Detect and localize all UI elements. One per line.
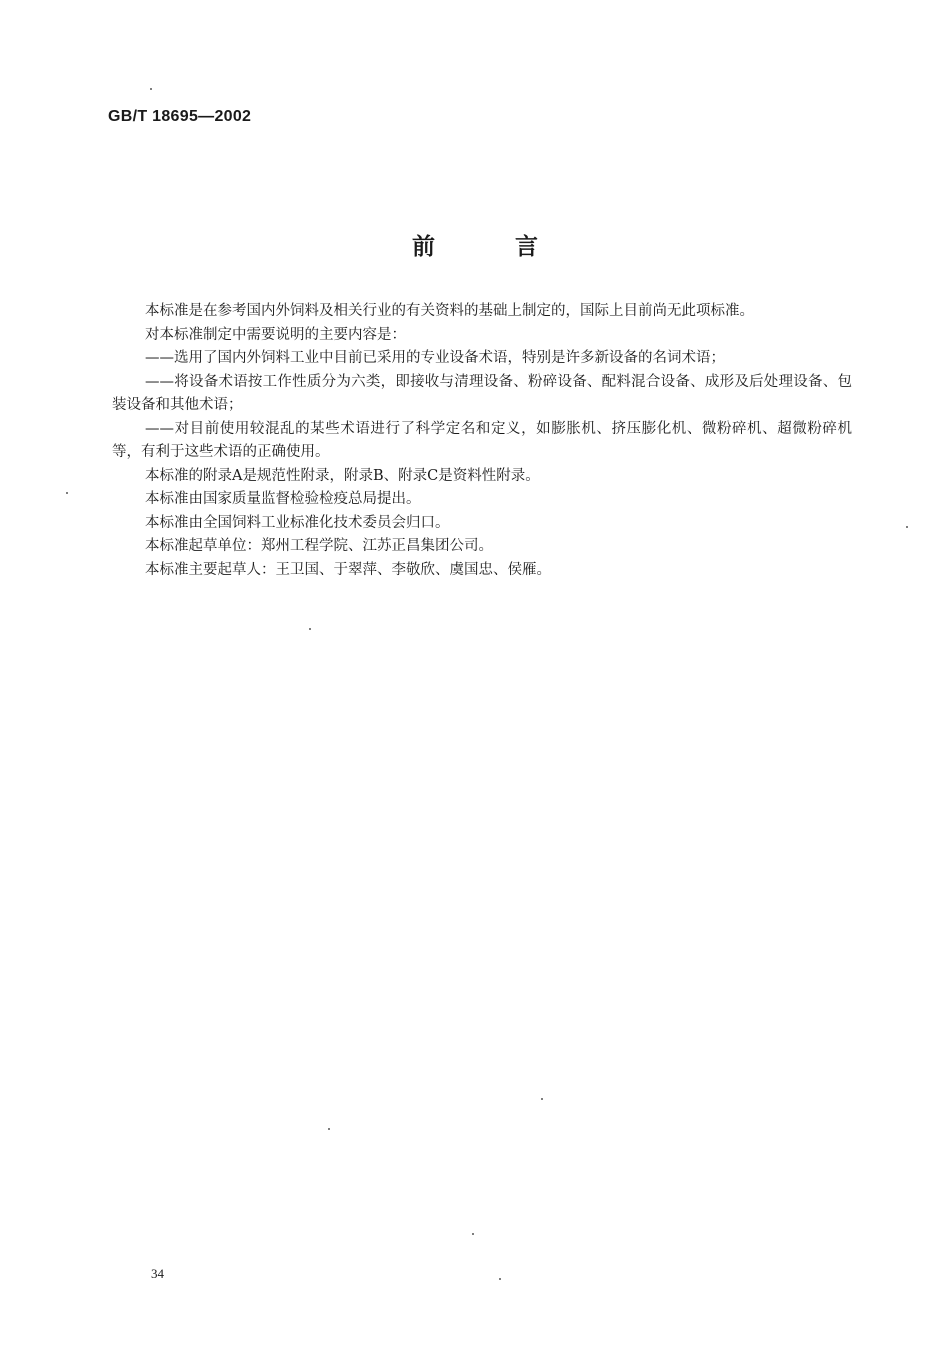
standard-code: GB/T 18695—2002 [108, 108, 252, 125]
scan-speck [906, 526, 908, 528]
paragraph-proposer: 本标准由国家质量监督检验检疫总局提出。 [145, 491, 421, 507]
scan-speck [472, 1233, 474, 1235]
scan-speck [309, 628, 311, 630]
paragraph-item-definitions: ——对目前使用较混乱的某些术语进行了科学定名和定义，如膨胀机、挤压膨化机、微粉碎机、超微粉碎机等，有利于这些术语的正确使用。 [112, 420, 852, 460]
foreword-body [112, 300, 852, 582]
scan-speck [66, 492, 68, 494]
paragraph-explanation: 对本标准制定中需要说明的主要内容是： [145, 326, 406, 343]
paragraph-appendix: 本标准的附录A是规范性附录，附录B、附录C是资料性附录。 [145, 467, 540, 484]
page-number: 34 [151, 1266, 164, 1281]
scan-speck [328, 1128, 330, 1130]
paragraph-committee: 本标准由全国饲料工业标准化技术委员会归口。 [145, 514, 450, 531]
paragraph-item-categories: ——将设备术语按工作性质分为六类，即接收与清理设备、粉碎设备、配料混合设备、成形及后处理设备、包装设备和其他术语； [112, 373, 852, 413]
paragraph-item-terms: ——选用了国内外饲料工业中目前已采用的专业设备术语，特别是许多新设备的名词术语； [145, 350, 725, 366]
paragraph-intro: 本标准是在参考国内外饲料及相关行业的有关资料的基础上制定的，国际上目前尚无此项标准。 [145, 303, 754, 319]
paragraph-drafting-units: 本标准起草单位：郑州工程学院、江苏正昌集团公司。 [145, 538, 493, 554]
page-title: 前言 [412, 234, 618, 260]
scan-speck [499, 1278, 501, 1280]
scan-speck [150, 88, 152, 90]
scan-speck [541, 1098, 543, 1100]
paragraph-drafters: 本标准主要起草人：王卫国、于翠萍、李敬欣、虞国忠、侯雁。 [145, 561, 551, 578]
